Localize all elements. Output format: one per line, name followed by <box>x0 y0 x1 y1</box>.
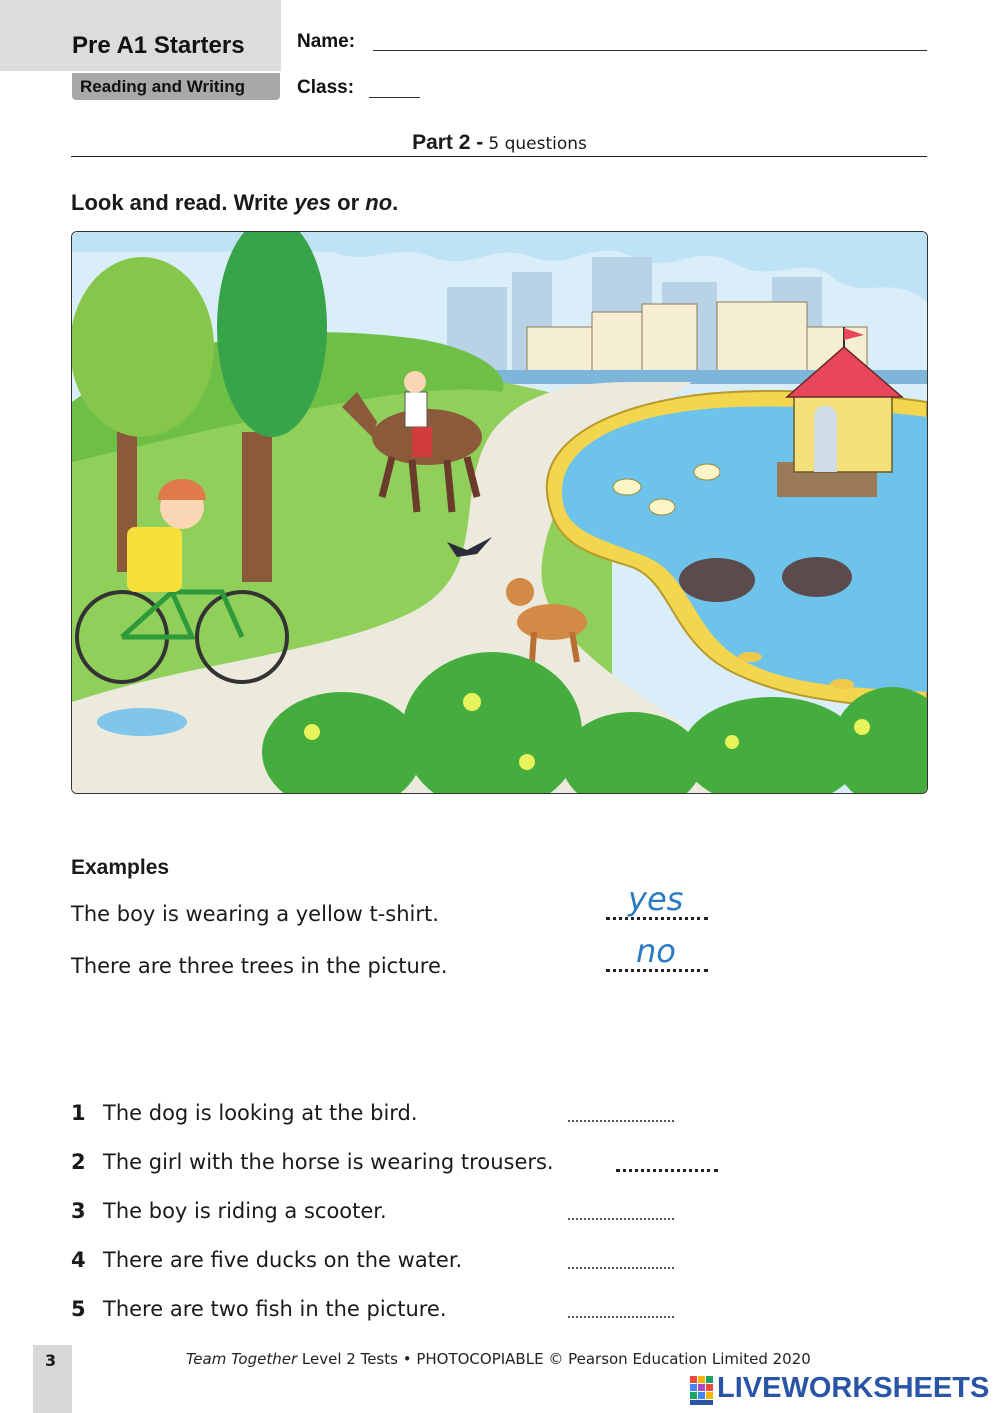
example-answer-2: no <box>636 932 676 970</box>
example-answer-1: yes <box>628 880 684 918</box>
liveworksheets-logo-icon <box>690 1375 714 1407</box>
answer-field-2[interactable] <box>616 1169 718 1172</box>
example-answer-line-1 <box>606 917 708 920</box>
example-answer-line-2 <box>606 969 708 972</box>
answer-field-4[interactable] <box>568 1267 674 1269</box>
footer-copyright: Level 2 Tests • PHOTOCOPIABLE © Pearson Education Limited 2020 <box>297 1350 811 1368</box>
footer-book-title: Team Together <box>186 1350 298 1368</box>
answer-field-3[interactable] <box>568 1218 674 1220</box>
footer-credit <box>186 1350 811 1368</box>
example-sentence-2: There are three trees in the picture. <box>71 954 448 978</box>
park-illustration <box>72 232 927 793</box>
question-sentence-3: The boy is riding a scooter. <box>103 1199 387 1223</box>
part-heading <box>0 131 999 155</box>
page-number: 3 <box>45 1351 57 1370</box>
example-sentence-1: The boy is wearing a yellow t-shirt. <box>71 902 439 926</box>
instruction: Look and read. Write yes or no. <box>71 190 399 215</box>
class-label: Class: <box>297 77 355 98</box>
answer-field-5[interactable] <box>568 1316 674 1318</box>
examples-heading: Examples <box>71 856 170 879</box>
class-input-line[interactable] <box>369 97 420 98</box>
exam-subtitle: Reading and Writing <box>80 77 245 96</box>
instruction-no: no <box>365 190 393 215</box>
answer-field-1[interactable] <box>568 1120 674 1122</box>
exam-title: Pre A1 Starters <box>72 32 245 59</box>
question-number-5: 5 <box>71 1297 86 1321</box>
instruction-yes: yes <box>294 190 332 215</box>
name-input-line[interactable] <box>373 50 927 51</box>
question-number-4: 4 <box>71 1248 86 1272</box>
question-number-2: 2 <box>71 1150 86 1174</box>
part-title: Part 2 - <box>412 131 484 154</box>
part-divider <box>71 156 927 157</box>
part-subtitle: 5 questions <box>488 134 587 154</box>
question-sentence-1: The dog is looking at the bird. <box>103 1101 418 1125</box>
exam-subtitle-badge <box>72 73 280 100</box>
question-sentence-5: There are two fish in the picture. <box>103 1297 447 1321</box>
page-number-tab <box>33 1345 72 1413</box>
park-scene-picture <box>71 231 928 794</box>
name-label: Name: <box>297 31 356 52</box>
liveworksheets-brand[interactable]: LIVEWORKSHEETS <box>717 1372 990 1404</box>
question-sentence-4: There are five ducks on the water. <box>103 1248 463 1272</box>
question-sentence-2: The girl with the horse is wearing trousers. <box>103 1150 554 1174</box>
question-number-3: 3 <box>71 1199 86 1223</box>
question-number-1: 1 <box>71 1101 86 1125</box>
